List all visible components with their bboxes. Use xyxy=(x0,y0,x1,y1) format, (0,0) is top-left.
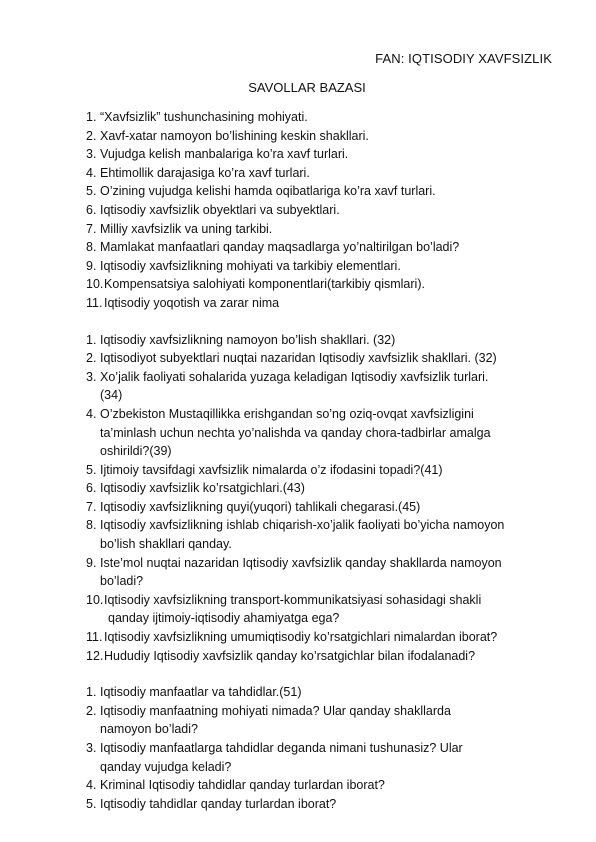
question-text: Iste’mol nuqtai nazaridan Iqtisodiy xavfsizlik qanday shakllarda namoyon xyxy=(100,555,502,570)
question-text-continuation: bo’lish shakllari qanday. xyxy=(100,537,232,552)
question-item xyxy=(86,349,566,368)
question-number: 6. xyxy=(86,481,97,496)
question-sections xyxy=(86,108,566,813)
question-item xyxy=(86,182,566,201)
question-number: 11. xyxy=(86,630,103,645)
question-number: 3. xyxy=(86,741,97,755)
question-number: 1. xyxy=(86,685,97,700)
question-item xyxy=(86,516,566,553)
question-text: Iqtisodiy manfaatning mohiyati nimada? Ular qanday shakllarda xyxy=(100,703,451,718)
question-text: Iqtisodiy xavfsizlikning umumiqtisodiy ko’rsatgichlari nimalardan iborat? xyxy=(104,630,498,645)
question-item xyxy=(86,479,566,498)
question-number: 9. xyxy=(86,555,97,570)
question-item xyxy=(86,294,566,313)
question-text: Iqtisodiy xavfsizlik obyektlari va subyektlari. xyxy=(100,202,340,217)
question-text: Kompensatsiya salohiyati komponentlari(tarkibiy qismlari). xyxy=(104,277,425,292)
question-text: Ehtimollik darajasiga ko’ra xavf turlari. xyxy=(100,165,310,180)
question-text: Iqtisodiy xavfsizlikning mohiyati va tarkibiy elementlari. xyxy=(100,258,401,273)
question-number: 7. xyxy=(86,221,97,236)
question-item xyxy=(86,591,566,628)
question-text-continuation: qanday vujudga keladi? xyxy=(100,759,232,774)
question-number: 11. xyxy=(86,295,103,310)
question-text: Iqtisodiy yoqotish va zarar nima xyxy=(104,295,280,310)
question-number: 3. xyxy=(86,147,97,162)
question-list-section-2 xyxy=(86,331,566,666)
question-number: 2. xyxy=(86,703,97,718)
question-item xyxy=(86,238,566,257)
question-number: 7. xyxy=(86,499,97,514)
section-gap xyxy=(86,313,566,331)
question-number: 2. xyxy=(86,351,97,366)
question-number: 4. xyxy=(86,778,97,793)
question-text: Iqtisodiy xavfsizlikning ishlab chiqarish-xo’jalik faoliyati bo’yicha namoyon xyxy=(100,518,505,533)
question-number: 9. xyxy=(86,258,97,273)
question-number: 8. xyxy=(86,518,97,533)
question-text: Hududiy Iqtisodiy xavfsizlik qanday ko’rsatgichlar bilan ifodalanadi? xyxy=(104,648,476,663)
question-list-section-1 xyxy=(86,108,566,313)
question-item xyxy=(86,145,566,164)
question-text: O’zining vujudga kelishi hamda oqibatlariga ko’ra xavf turlari. xyxy=(100,184,436,199)
question-text-continuation: bo’ladi? xyxy=(100,574,144,589)
question-item xyxy=(86,331,566,350)
document-title: SAVOLLAR BAZASI xyxy=(248,80,366,95)
section-gap xyxy=(86,665,566,683)
question-number: 5. xyxy=(86,462,97,477)
question-item xyxy=(86,461,566,480)
question-item xyxy=(86,498,566,517)
question-item xyxy=(86,702,566,739)
question-number: 5. xyxy=(86,184,97,199)
question-item xyxy=(86,628,566,647)
question-item xyxy=(86,405,566,461)
question-text-continuation: (34) xyxy=(100,388,123,403)
question-text: Xo’jalik faoliyati sohalarida yuzaga keladigan Iqtisodiy xavfsizlik turlari. xyxy=(100,369,489,384)
question-number: 6. xyxy=(86,202,97,217)
question-text-continuation: ta’minlash uchun nechta yo’nalishda va qanday chora-tadbirlar amalga xyxy=(100,425,491,440)
question-number: 10. xyxy=(86,592,104,607)
question-number: 1. xyxy=(86,332,97,347)
question-item xyxy=(86,795,566,814)
question-text: Iqtisodiy manfaatlarga tahdidlar deganda nimani tushunasiz? Ular xyxy=(100,741,463,755)
question-number: 12. xyxy=(86,648,104,663)
question-item xyxy=(86,275,566,294)
question-item xyxy=(86,257,566,276)
question-number: 1. xyxy=(86,110,97,124)
question-text-continuation: oshirildi?(39) xyxy=(100,444,172,459)
question-text: Iqtisodiy tahdidlar qanday turlardan iborat? xyxy=(100,796,337,811)
question-item xyxy=(86,776,566,795)
question-list-section-3 xyxy=(86,683,566,813)
subject-heading: FAN: IQTISODIY XAVFSIZLIK xyxy=(375,51,552,66)
question-number: 2. xyxy=(86,128,97,143)
question-text: “Xavfsizlik” tushunchasining mohiyati. xyxy=(100,110,308,124)
question-text: Iqtisodiy xavfsizlik ko’rsatgichlari.(43) xyxy=(100,481,305,496)
question-item xyxy=(86,647,566,666)
question-text-continuation: qanday ijtimoiy-iqtisodiy ahamiyatga ega? xyxy=(108,611,340,626)
question-text: Iqtisodiy xavfsizlikning quyi(yuqori) tahlikali chegarasi.(45) xyxy=(100,499,421,514)
question-item xyxy=(86,127,566,146)
question-text: Mamlakat manfaatlari qanday maqsadlarga yo’naltirilgan bo’ladi? xyxy=(100,240,460,255)
question-item xyxy=(86,683,566,702)
question-text: Milliy xavfsizlik va uning tarkibi. xyxy=(100,221,273,236)
question-number: 3. xyxy=(86,369,97,384)
question-number: 8. xyxy=(86,240,97,255)
question-text: Iqtisodiy manfaatlar va tahdidlar.(51) xyxy=(100,685,302,700)
question-item xyxy=(86,554,566,591)
question-number: 4. xyxy=(86,406,97,421)
question-text: O’zbekiston Mustaqillikka erishgandan so’ng oziq-ovqat xavfsizligini xyxy=(100,406,474,421)
question-item xyxy=(86,164,566,183)
question-number: 10. xyxy=(86,277,104,292)
question-text: Xavf-xatar namoyon bo’lishining keskin shakllari. xyxy=(100,128,369,143)
question-text: Iqtisodiy xavfsizlikning namoyon bo’lish shakllari. (32) xyxy=(100,332,396,347)
question-text: Iqtisodiy xavfsizlikning transport-kommunikatsiyasi sohasidagi shakli xyxy=(104,592,482,607)
question-text: Ijtimoiy tavsifdagi xavfsizlik nimalarda o’z ifodasini topadi?(41) xyxy=(100,462,443,477)
question-item xyxy=(86,220,566,239)
question-item xyxy=(86,739,566,776)
question-number: 5. xyxy=(86,796,97,811)
question-text: Kriminal Iqtisodiy tahdidlar qanday turlardan iborat? xyxy=(100,778,385,793)
question-text-continuation: namoyon bo’ladi? xyxy=(100,722,198,737)
question-text: Iqtisodiyot subyektlari nuqtai nazaridan Iqtisodiy xavfsizlik shakllari. (32) xyxy=(100,351,497,366)
question-text: Vujudga kelish manbalariga ko’ra xavf turlari. xyxy=(100,147,349,162)
question-item xyxy=(86,108,566,127)
question-item xyxy=(86,368,566,405)
question-item xyxy=(86,201,566,220)
question-number: 4. xyxy=(86,165,97,180)
